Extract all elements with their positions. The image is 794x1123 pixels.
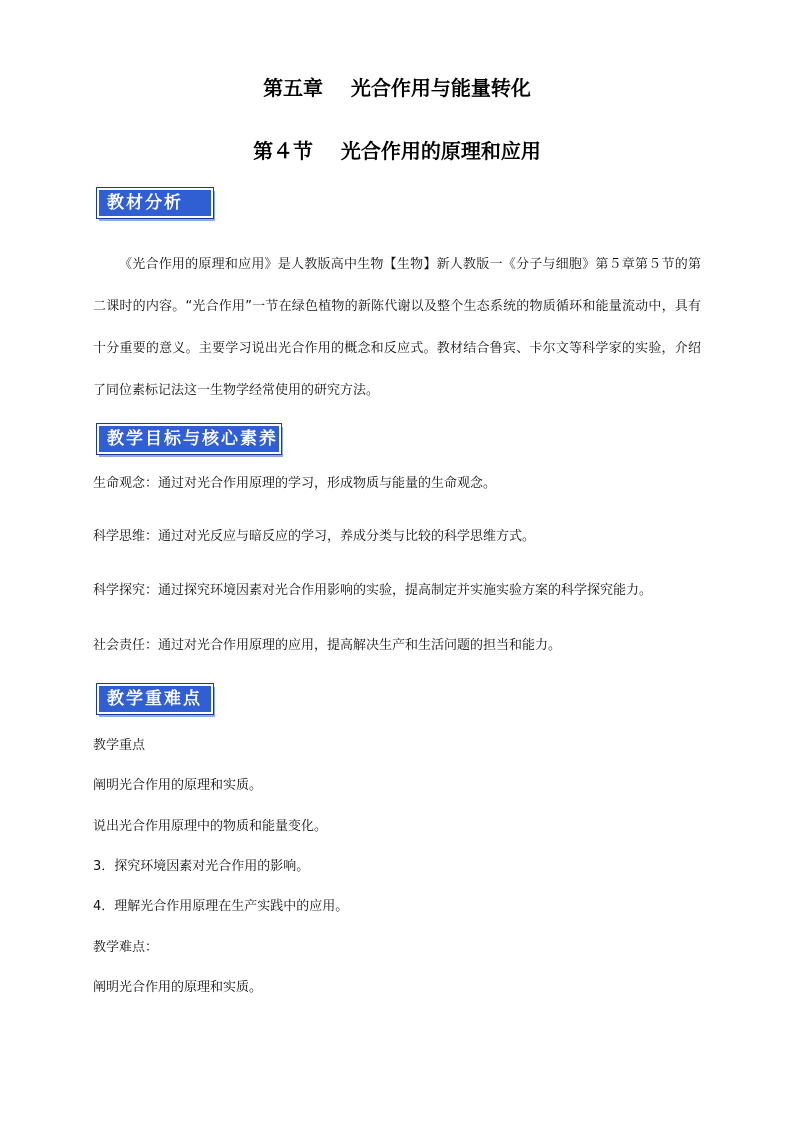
difficult-points-heading: 教学难点： (93, 940, 159, 955)
key-points-heading: 教学重点 (93, 738, 146, 753)
objective-scientific-thinking: 科学思维：通过对光反应与暗反应的学习，养成分类与比较的科学思维方式。 (93, 529, 536, 544)
chapter-title: 第五章 光合作用与能量转化 (263, 76, 531, 100)
objective-scientific-inquiry: 科学探究：通过探究环境因素对光合作用影响的实验，提高制定并实施实验方案的科学探究能力。 (93, 583, 653, 598)
banner-objectives: 教学目标与核心素养 (97, 424, 281, 454)
key-point-item: 3．探究环境因素对光合作用的影响。 (93, 859, 310, 874)
objective-social-responsibility: 社会责任：通过对光合作用原理的应用，提高解决生产和生活问题的担当和能力。 (93, 638, 562, 653)
banner-key-points: 教学重难点 (97, 684, 213, 714)
key-point-item: 4．理解光合作用原理在生产实践中的应用。 (93, 899, 349, 914)
section-title: 第４节 光合作用的原理和应用 (253, 139, 541, 163)
objective-life-concept: 生命观念：通过对光合作用原理的学习，形成物质与能量的生命观念。 (93, 476, 497, 491)
analysis-paragraph: 《光合作用的原理和应用》是人教版高中生物【生物】新人教版一《分子与细胞》第５章第５节的第二课时的内容。“光合作用”一节在绿色植物的新陈代谢以及整个生态系统的物质循环和能量流动中，具有十分重要的意义。主要学习说出光合作用的概念和反应式。教材结合鲁宾、卡尔文等科学家的实验，介绍了同位素标记法这一生物学经常使用的研究方法。 (93, 257, 701, 398)
banner-textbook-analysis: 教材分析 (97, 188, 213, 218)
difficult-point-item: 阐明光合作用的原理和实质。 (93, 980, 263, 995)
key-point-item: 阐明光合作用的原理和实质。 (93, 778, 263, 793)
key-point-item: 说出光合作用原理中的物质和能量变化。 (93, 819, 328, 834)
